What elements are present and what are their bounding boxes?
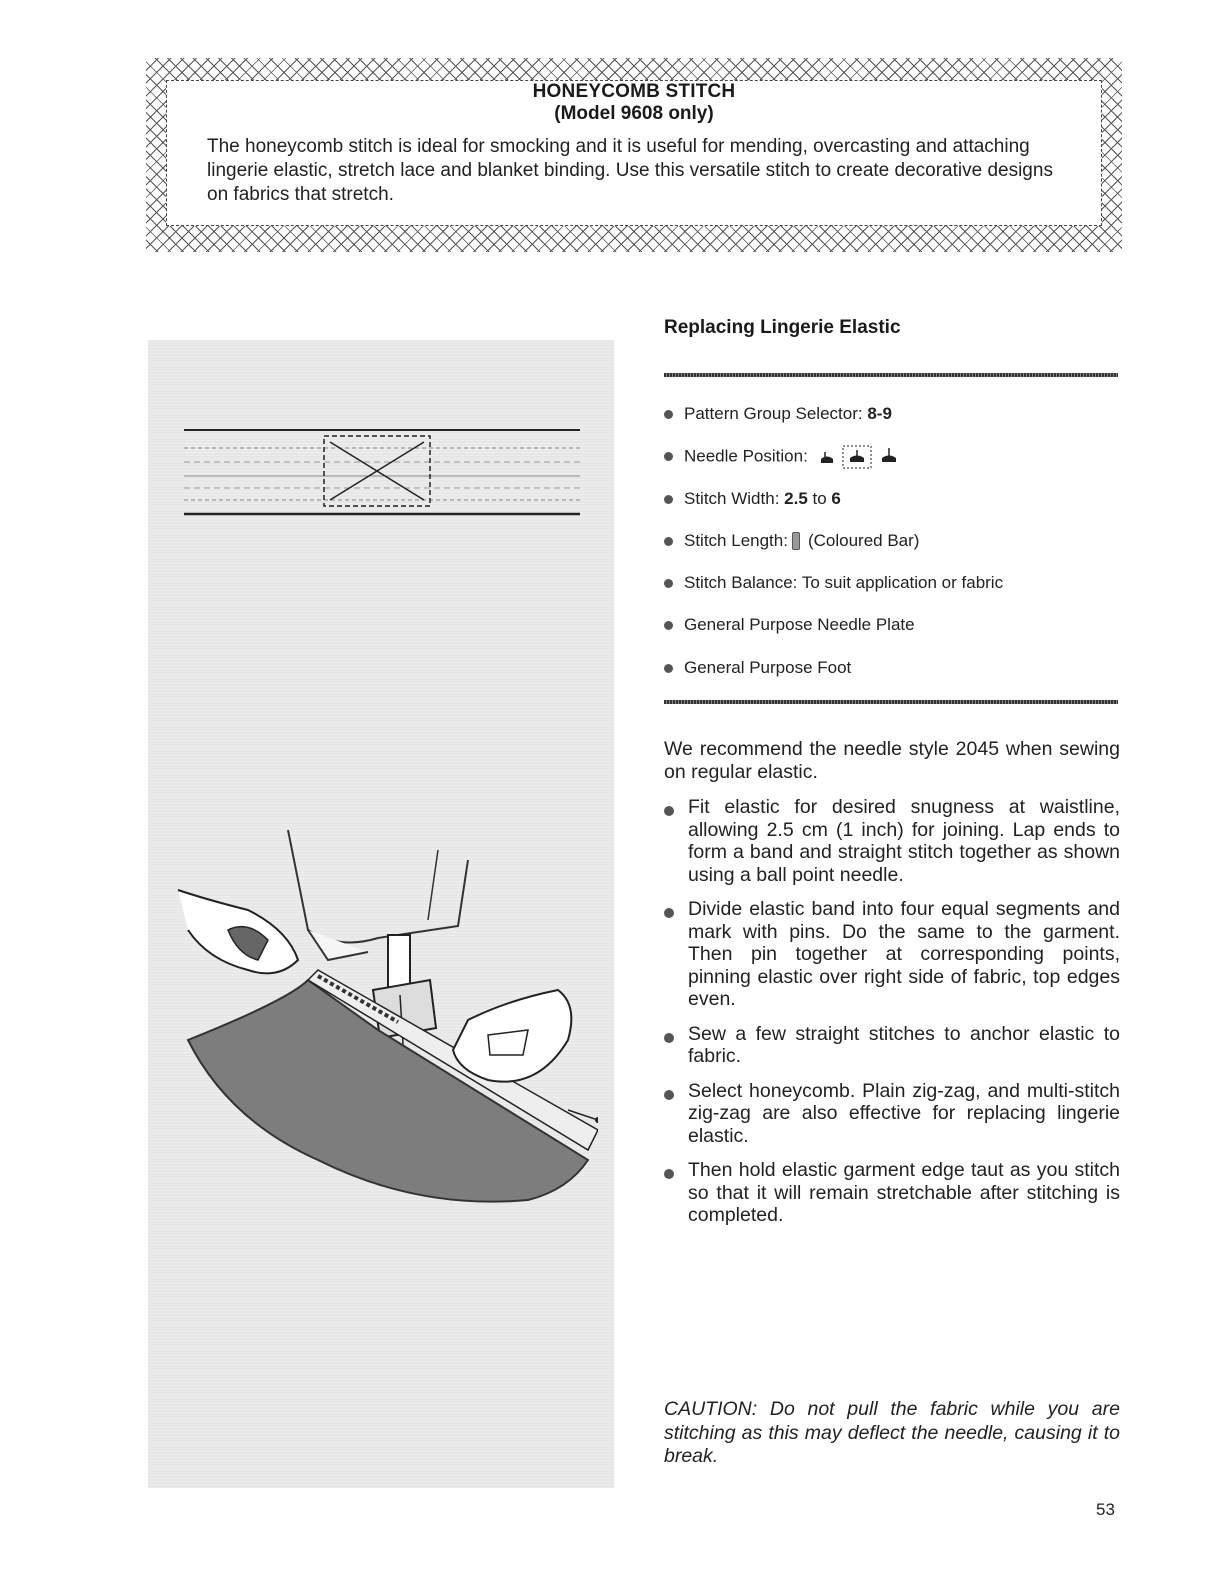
stitch-width-value: 2.5 [784, 488, 808, 508]
list-item [664, 1159, 1120, 1227]
pattern-group-label: Pattern Group Selector: [684, 404, 868, 423]
pattern-group-value: 8-9 [867, 404, 892, 423]
step-text: Select honeycomb. Plain zig-zag, and multi-stitch zig-zag are also effective for replacing lingerie elastic. [688, 1079, 1120, 1147]
steps-list [664, 796, 1120, 1239]
caution-note: CAUTION: Do not pull the fabric while you are stitching as this may deflect the needle, causing it to break. [664, 1398, 1120, 1467]
illustration-panel [148, 340, 614, 1488]
step-text: Fit elastic for desired snugness at waistline, allowing 2.5 cm (1 inch) for joining. Lap ends to form a band and straight stitch together as shown using a ball point needle. [688, 796, 1120, 886]
coloured-bar-icon [792, 532, 800, 550]
setting-needle-plate [664, 613, 1120, 655]
sewing-elastic-illustration [168, 830, 598, 1490]
stitch-length-value: (Coloured Bar) [807, 530, 920, 550]
step-text: Then hold elastic garment edge taut as you stitch so that it will remain stretchable after stitching is completed. [688, 1159, 1120, 1226]
setting-stitch-length [664, 529, 1120, 571]
setting-needle-position [664, 444, 1120, 486]
bullet-icon [664, 1033, 674, 1043]
header-box [146, 58, 1122, 252]
intro-paragraph: We recommend the needle style 2045 when sewing on regular elastic. [664, 738, 1120, 783]
bullet-icon [664, 495, 673, 504]
list-item [664, 1080, 1120, 1148]
stitch-balance-text: Stitch Balance: To suit application or fabric [684, 573, 1004, 593]
stitch-width-max: 6 [831, 488, 841, 508]
foot-text: General Purpose Foot [684, 657, 852, 677]
setting-foot [664, 656, 1120, 698]
top-divider [664, 373, 1118, 377]
needle-position-label: Needle Position: [684, 446, 808, 466]
bullet-icon [664, 1169, 674, 1179]
stitch-width-label: Stitch Width: [684, 488, 785, 508]
page-number: 53 [1096, 1500, 1115, 1519]
header-title: HONEYCOMB STITCH [532, 81, 736, 102]
bullet-icon [664, 452, 673, 461]
header-description: The honeycomb stitch is ideal for smocking and it is useful for mending, overcasting and attaching lingerie elastic, stretch lace and blanket binding. Use this versatile stitch to create decorative designs on fabrics that stretch. [207, 136, 1053, 205]
stitch-width-to: to [807, 488, 832, 508]
list-item [664, 796, 1120, 886]
bottom-divider [664, 700, 1118, 704]
setting-stitch-width [664, 487, 1120, 529]
bullet-icon [664, 410, 673, 419]
list-item [664, 1023, 1120, 1068]
needle-position-icon [819, 444, 899, 470]
section-title: Replacing Lingerie Elastic [664, 317, 901, 338]
bullet-icon [664, 1090, 674, 1100]
bullet-icon [664, 806, 674, 816]
bullet-icon [664, 579, 673, 588]
bullet-icon [664, 621, 673, 630]
honeycomb-stitch-diagram [184, 428, 580, 518]
step-text: Divide elastic band into four equal segments and mark with pins. Do the same to the garment. Then pin together at corresponding points, pinning elastic over right side of fabric, top edges even. [688, 898, 1120, 1010]
stitch-length-label: Stitch Length: [684, 530, 788, 550]
setting-stitch-balance [664, 571, 1120, 613]
step-text: Sew a few straight stitches to anchor elastic to fabric. [688, 1022, 1120, 1067]
settings-list [664, 402, 1120, 698]
bullet-icon [664, 664, 673, 673]
list-item [664, 898, 1120, 1011]
needle-plate-text: General Purpose Needle Plate [684, 615, 915, 635]
header-inner [166, 80, 1102, 226]
bullet-icon [664, 537, 673, 546]
setting-pattern-group [664, 402, 1120, 444]
bullet-icon [664, 908, 674, 918]
header-subtitle: (Model 9608 only) [554, 103, 714, 124]
